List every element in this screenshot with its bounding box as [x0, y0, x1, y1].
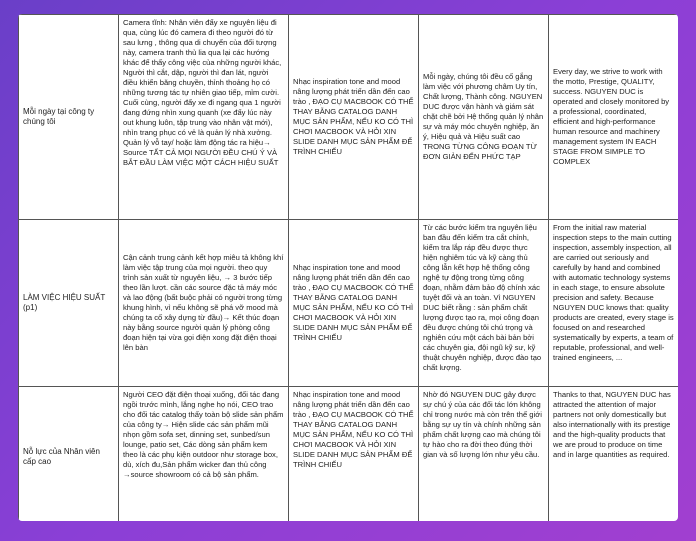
scene-paragraph: Người CEO đặt điện thoại xuống, đối tác đang ngồi trước mình, lắng nghe họ nói, CEO trao cho đối tác catalog thấy toàn bộ slide sản phẩm của công ty→ Hiện slide các sản phẩm mũi nhọn gồm sofa set, dinning set, sunbed/sun lounge, patio set, Các dòng sản phẩm kem theo là các phụ kiện outdoor như storage box, dù, xích đu,Sản phẩm wicker đan thủ công →source showroom có cả bộ sản phẩm.	[123, 390, 284, 479]
music-note: Nhạc inspiration tone and mood nâng lượng phát triển dần đến cao trào , ĐẠO CỤ MACBOOK CÓ THỂ THAY BẰNG CATALOG DANH MỤC SẢN PHẨM, NẾU KO CÓ THÌ CHƠI MACBOOK VÀ HỎI XIN SLIDE DANH MỤC SẢN PHẨM ĐỂ TRÌNH CHIẾU	[289, 387, 419, 522]
scene-description	[119, 15, 289, 220]
voiceover-vi: Nhờ đó NGUYEN DUC gây được sự chú ý của các đối tác lớn không chỉ trong nước mà còn trên thế giới bằng sự uy tín và chính những sản phẩm chất lượng cao mà chúng tôi tự hào cho ra đời theo đúng thời gian và số lượng lớn như yêu cầu.	[419, 387, 549, 522]
scene-paragraph: Cuối cùng, người đẩy xe đi ngang qua 1 người đang đứng nhìn xung quanh (xe đẩy lúc này out khung luôn, tập trung vào nhân vật mới), nhìn trang phục có vẻ là quản lý nhà xưởng. Quản lý vỗ tay/ hoặc làm động tác ra hiệu→ Source TẤT CẢ MỌI NGƯỜI ĐỀU CHÚ Ý VÀ BẮT ĐẦU LÀM VIỆC MỘT CÁCH HIỆU SUẤT	[123, 98, 281, 167]
music-note: Nhạc inspiration tone and mood nâng lượng phát triển dần đến cao trào , ĐẠO CỤ MACBOOK CÓ THỂ THAY BẰNG CATALOG DANH MỤC SẢN PHẨM, NẾU KO CÓ THÌ CHƠI MACBOOK VÀ HỎI XIN SLIDE DANH MỤC SẢN PHẨM ĐỂ TRÌNH CHIẾU	[289, 15, 419, 220]
script-table	[18, 14, 678, 521]
scene-description	[119, 387, 289, 522]
scene-paragraph: Cận cảnh trung cảnh kết hợp miêu tả không khí làm việc tập trung của mọi người. theo quy trình sản xuất từ nguyên liệu, → 3 bước tiếp theo lần lượt. cần các source đặc tả máy móc và lao động (bất buộc phải có người trong từng khung hình, vì nếu không sẽ phá vỡ mood mà chúng ta cố xây dựng từ đầu)→ Kết thúc đoạn này bằng source người quản lý phòng công đoạn hiện tại vừa gọi điện xong đặt điện thoại lên bàn	[123, 253, 284, 352]
voiceover-vi: Mỗi ngày, chúng tôi đều cố gắng làm việc với phương châm Uy tín, Chất lượng, Thành công. NGUYEN DUC được vận hành và giám sát chặt chẽ bởi Hệ thống quản lý nhân sự và máy móc chuyên nghiệp, ăn ý, Hiệu quả và Hiệu suất cao TRONG TỪNG CÔNG ĐOẠN TỪ ĐƠN GIẢN ĐẾN PHỨC TẠP	[419, 15, 549, 220]
music-note: Nhạc inspiration tone and mood nâng lượng phát triển dần đến cao trào , ĐẠO CỤ MACBOOK CÓ THỂ THAY BẰNG CATALOG DANH MỤC SẢN PHẨM, NẾU KO CÓ THÌ CHƠI MACBOOK VÀ HỎI XIN SLIDE DANH MỤC SẢN PHẨM ĐỂ TRÌNH CHIẾU	[289, 220, 419, 387]
scene-description	[119, 220, 289, 387]
row-label: Mỗi ngày tại công ty chúng tôi	[19, 15, 119, 220]
voiceover-en: Thanks to that, NGUYEN DUC has attracted the attention of major partners not only domestically but also internationally with its prestige and the high-quality products that we are proud to produce on time and in large quantities as required.	[549, 387, 679, 522]
table-row	[19, 15, 679, 220]
row-label: LÀM VIỆC HIỆU SUẤT (p1)	[19, 220, 119, 387]
voiceover-en: From the initial raw material inspection steps to the main cutting inspection, assembly inspection, all are carried out seriously and carefully by hand and combined with automatic technology systems in each stage, to ensure absolute precision and safety. Because NGUYEN DUC knows that: quality products are created, every stage is focused on and researched systematically by experts, a team of reputable, professional, and well-trained engineers, ...	[549, 220, 679, 387]
row-label: Nỗ lực của Nhân viên cấp cao	[19, 387, 119, 522]
table-row	[19, 387, 679, 522]
table-row	[19, 220, 679, 387]
document-frame	[18, 14, 678, 521]
voiceover-en: Every day, we strive to work with the motto, Prestige, QUALITY, success. NGUYEN DUC is operated and closely monitored by a professional, coordinated, efficient and high-performance human resource and machinery management system IN EACH STAGE FROM SIMPLE TO COMPLEX	[549, 15, 679, 220]
voiceover-vi: Từ các bước kiểm tra nguyên liệu ban đầu đến kiểm tra cắt chỉnh, kiểm tra lắp ráp đều được thực hiện nghiêm túc và kỹ càng thủ công lẫn kết hợp hệ thống công nghệ tự động trong từng công đoạn, nhằm đảm bảo độ chính xác tuyệt đối và an toàn. Vì NGUYEN DUC biết rằng : sản phẩm chất lượng được tạo ra, mọi công đoạn đều được chúng tôi chú trọng và nghiên cứu một cách bài bản bởi các chuyên gia, đội ngũ kỹ sư, kỹ thuật chuyên nghiệp, được đào tạo chất lượng.	[419, 220, 549, 387]
scene-paragraph: Camera tĩnh: Nhân viên đẩy xe nguyên liệu đi qua, cùng lúc đó camera đi theo người đó từ sau lưng , thông qua di chuyển của đối tượng này, camera tranh thủ lia qua lại các hướng khác để thấy công việc của những người khác, Người thì cắt, dập, người thì đan lát, người điều khiển băng chuyền, thỉnh thoảng họ có những tương tác tự nhiên giao tiếp, mỉm cười.	[123, 18, 282, 97]
